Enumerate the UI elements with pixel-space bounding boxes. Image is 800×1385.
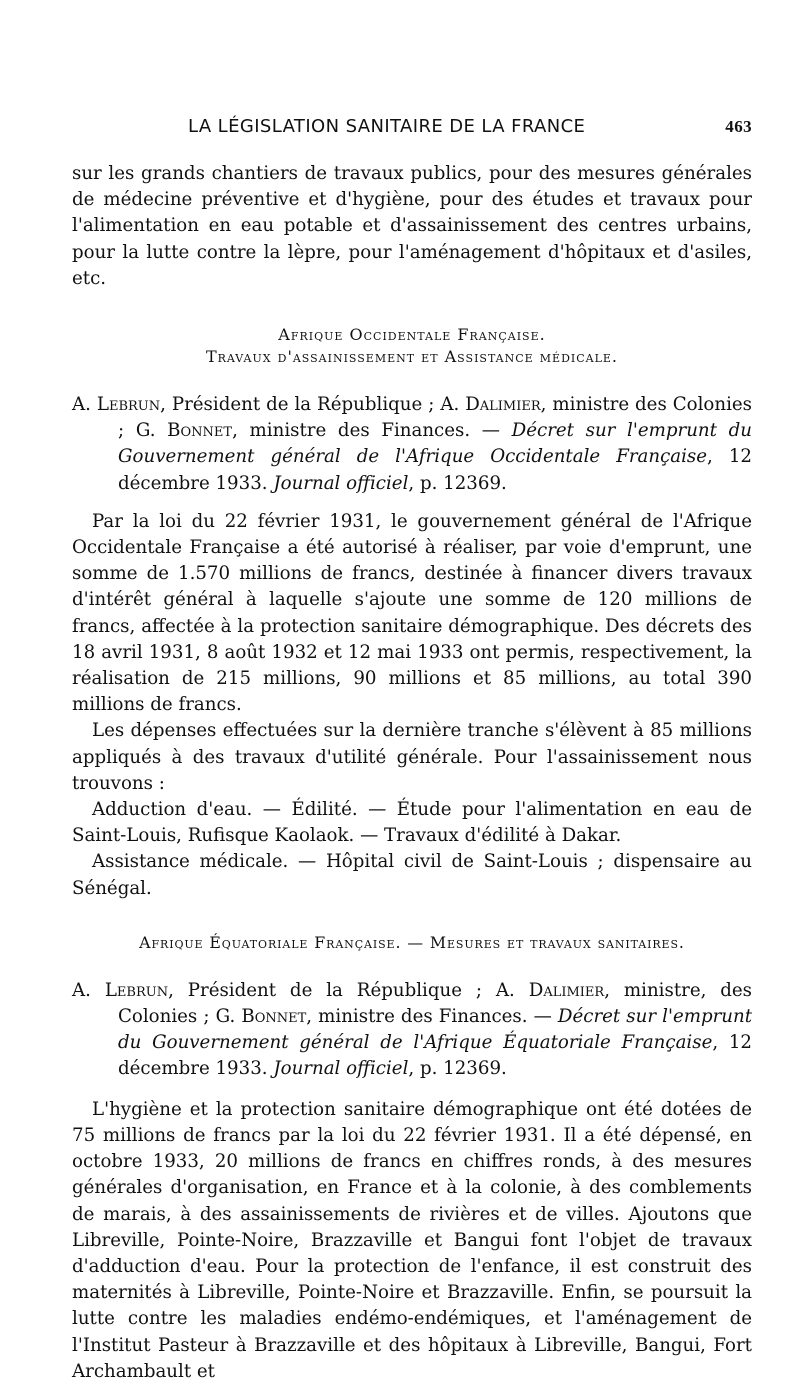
signatory-role: , ministre des Colonies ;: [118, 394, 752, 442]
signatory-initial: A.: [72, 394, 97, 416]
decree-title: Décret sur l'emprunt du Gouvernement général de l'Afrique Occidentale Française: [118, 420, 752, 468]
aof-paragraph-expenses: Les dépenses effectuées sur la dernière tranche s'élèvent à 85 millions appliqués à des travaux d'utilité générale. Pour l'assainissement nous trouvons :: [72, 720, 752, 794]
signatory-name: Dalimier: [528, 979, 605, 1001]
signatory-initial: A.: [72, 979, 105, 1001]
section-heading-aef-line: Afrique Équatoriale Française. — Mesures et travaux sanitaires.: [139, 932, 685, 952]
page-number: 463: [725, 117, 752, 136]
section-heading-aof-line1: Afrique Occidentale Française.: [278, 325, 546, 345]
signatory-initial: A.: [440, 394, 466, 416]
decree-date: , 12 décembre 1933.: [118, 446, 752, 494]
aof-paragraph-medical: Assistance médicale. — Hôpital civil de Saint-Louis ; dispensaire au Sénégal.: [72, 851, 752, 899]
signatory-role: , Président de la République ;: [168, 979, 496, 1001]
signatory-name: Bonnet: [241, 1006, 307, 1028]
decree-citation-aef: [72, 978, 752, 1083]
journal-name: Journal officiel: [273, 472, 409, 494]
signatory-name: Dalimier: [465, 394, 541, 416]
running-title: LA LÉGISLATION SANITAIRE DE LA FRANCE: [188, 116, 586, 137]
section-heading-aof: [72, 324, 752, 368]
aof-paragraph-loan: Par la loi du 22 février 1931, le gouvernement général de l'Afrique Occidentale Française a été autorisé à réaliser, par voie d'emprunt, une somme de 1.570 millions de francs, destinée à financer divers travaux d'intérêt général à laquelle s'ajoute une somme de 120 millions de francs, affectée à la protection sanitaire démographique. Des décrets des 18 avril 1931, 8 août 1932 et 12 mai 1933 ont permis, respectivement, la réalisation de 215 millions, 90 millions et 85 millions, au total 390 millions de francs.: [72, 510, 752, 716]
continuation-paragraph: sur les grands chantiers de travaux publics, pour des mesures générales de médecine préventive et d'hygiène, pour des études et travaux pour l'alimentation en eau potable et d'assainissement des centres urbains, pour la lutte contre la lèpre, pour l'aménagement d'hôpitaux et d'asiles, etc.: [72, 163, 752, 289]
signatory-role: , ministre des Finances. —: [306, 1006, 558, 1028]
decree-date: , 12 décembre 1933.: [118, 1032, 752, 1080]
decree-citation-aof: [72, 392, 752, 497]
book-page: [72, 116, 752, 1385]
journal-name: Journal officiel: [273, 1058, 409, 1080]
signatory-role: , Président de la République ;: [160, 394, 441, 416]
aef-paragraph-hygiene: L'hygiène et la protection sanitaire démographique ont été dotées de 75 millions de francs par la loi du 22 février 1931. Il a été dépensé, en octobre 1933, 20 millions de francs en chiffres ronds, à des mesures générales d'organisation, en France et à la colonie, à des comblements de marais, à des assainissements de rivières et de villes. Ajoutons que Libreville, Pointe-Noire, Brazzaville et Bangui font l'objet de travaux d'adduction d'eau. Pour la protection de l'enfance, il est construit des maternités à Libreville, Pointe-Noire et Brazzaville. Enfin, se poursuit la lutte contre les maladies endémo-endémiques, et l'aménagement de l'Institut Pasteur à Brazzaville et des hôpitaux à Libreville, Bangui, Fort Archambault et: [72, 1098, 752, 1382]
aof-paragraph-water: Adduction d'eau. — Édilité. — Étude pour l'alimentation en eau de Saint-Louis, Rufisque Kaolaok. — Travaux d'édilité à Dakar.: [72, 799, 752, 847]
signatory-name: Lebrun: [104, 979, 169, 1001]
signatory-name: Lebrun: [96, 394, 161, 416]
section-heading-aef: [72, 932, 752, 954]
signatory-role: , ministre, des Colonies ;: [118, 979, 753, 1028]
signatory-initial: G.: [215, 1006, 242, 1028]
signatory-initial: G.: [135, 420, 168, 442]
journal-page-ref: , p. 12369.: [408, 472, 507, 494]
decree-title: Décret sur l'emprunt du Gouvernement général de l'Afrique Équatoriale Française: [118, 1006, 753, 1054]
running-header: [72, 116, 752, 137]
signatory-role: , ministre des Finances. —: [232, 420, 512, 442]
journal-page-ref: , p. 12369.: [408, 1058, 507, 1080]
signatory-initial: A.: [495, 979, 529, 1001]
section-heading-aof-line2: Travaux d'assainissement et Assistance médicale.: [205, 347, 619, 367]
signatory-name: Bonnet: [167, 420, 233, 442]
